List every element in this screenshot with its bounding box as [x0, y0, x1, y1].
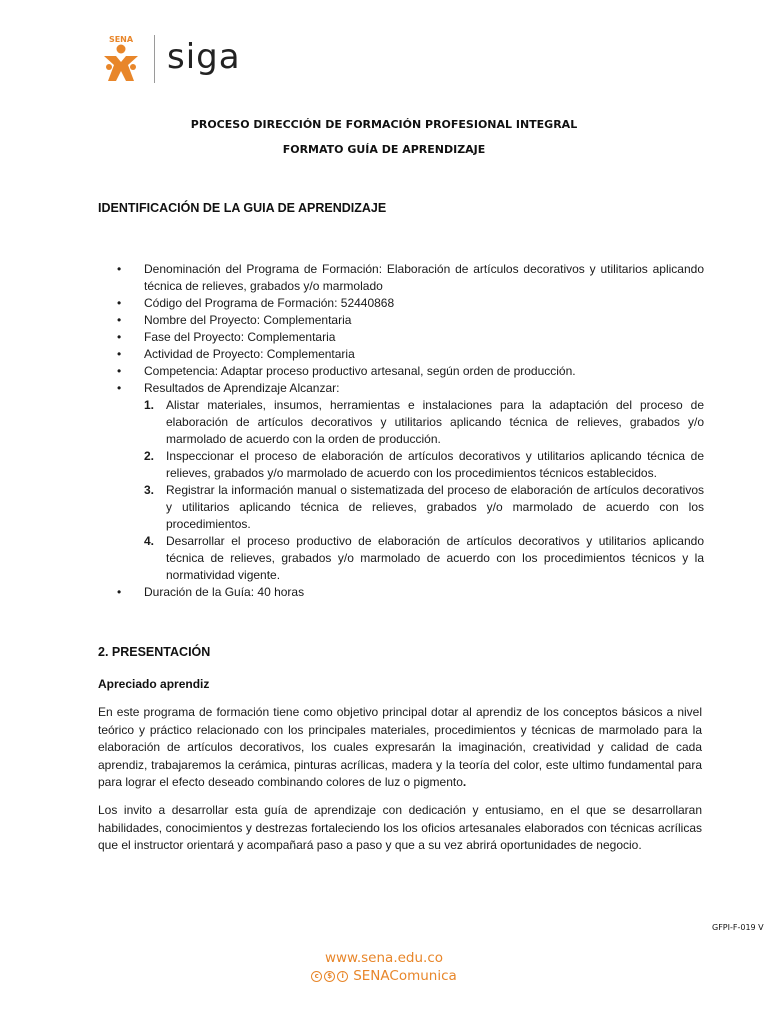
creative-commons-icon: c — [311, 971, 322, 982]
competence: Competencia: Adaptar proceso productivo artesanal, según orden de producción. — [144, 364, 576, 378]
list-item — [98, 295, 704, 312]
noncommercial-icon: $ — [324, 971, 335, 982]
result-text: Inspeccionar el proceso de elaboración de artículos decorativos y utilitarios aplicando técnica de relieves, grabados y/o marmolado de acuerdo con los procedimientos técnicos establecidos. — [166, 449, 704, 480]
sena-logo-text: SENA — [108, 35, 134, 44]
identification-heading: IDENTIFICACIÓN DE LA GUIA DE APRENDIZAJE — [98, 201, 387, 215]
format-title: FORMATO GUÍA DE APRENDIZAJE — [282, 143, 486, 156]
bullet-icon: • — [117, 262, 122, 276]
project-activity: Actividad de Proyecto: Complementaria — [144, 347, 355, 361]
sena-logo — [98, 34, 144, 84]
results-list — [144, 397, 704, 584]
presentation-paragraph-1 — [98, 704, 702, 792]
bullet-icon: • — [117, 330, 122, 344]
header-logos — [98, 34, 241, 84]
list-item — [98, 363, 704, 380]
presentation-heading: 2. PRESENTACIÓN — [98, 645, 211, 659]
bullet-icon: • — [117, 296, 122, 310]
result-item — [144, 482, 704, 533]
footer-url[interactable]: www.sena.edu.co — [324, 950, 444, 966]
program-name: Denominación del Programa de Formación: Elaboración de artículos decorativos y utilitarios aplicando técnica de relieves, grabados y/o marmolado — [144, 262, 704, 293]
result-item — [144, 397, 704, 448]
guide-duration: Duración de la Guía: 40 horas — [144, 585, 305, 599]
list-item — [98, 312, 704, 329]
siga-logo: siga — [167, 37, 241, 77]
list-item — [98, 584, 704, 601]
project-name: Nombre del Proyecto: Complementaria — [144, 313, 352, 327]
result-text: Registrar la información manual o sistematizada del proceso de elaboración de artículos decorativos y utilitarios aplicando técnica de relieves, grabados y/o marmolado de acuerdo con los procedimientos. — [166, 483, 704, 531]
result-number: 4. — [144, 534, 155, 548]
list-item — [98, 261, 704, 295]
paragraph-text: En este programa de formación tiene como objetivo principal dotar al aprendiz de los conceptos básicos a nivel teórico y práctico relacionado con los principales materiales, procedimientos y técnicas de marmolado para la elaboración de artículos decorativos, los cuales expresarán la imaginación, creatividad y calidad de cada aprendiz, trabajaremos la cerámica, pinturas acrílicas, madera y la teoría del color, este ultimo fundamental para para lograr el efecto deseado combinando colores de luz o pigmento — [98, 705, 702, 789]
identification-list — [98, 261, 704, 601]
bullet-icon: • — [117, 381, 122, 395]
bullet-icon: • — [117, 585, 122, 599]
paragraph-end: . — [462, 775, 467, 789]
result-text: Alistar materiales, insumos, herramientas e instalaciones para la adaptación del proceso de elaboración de artículos decorativos y utilitarios aplicando técnica de relieves, grabados y/o marmolado de acuerdo con la orden de producción. — [166, 398, 704, 446]
bullet-icon: • — [117, 313, 122, 327]
list-item — [98, 346, 704, 363]
footer-social — [0, 968, 768, 984]
list-item — [98, 329, 704, 346]
logo-divider — [154, 35, 155, 83]
program-code: Código del Programa de Formación: 52440868 — [144, 296, 395, 310]
process-title: PROCESO DIRECCIÓN DE FORMACIÓN PROFESIONAL INTEGRAL — [190, 118, 578, 131]
bullet-icon: • — [117, 347, 122, 361]
bullet-icon: • — [117, 364, 122, 378]
result-number: 2. — [144, 449, 155, 463]
list-item — [98, 380, 704, 584]
result-item — [144, 448, 704, 482]
greeting: Apreciado aprendiz — [98, 677, 210, 691]
document-code: GFPI-F-019 V — [712, 923, 764, 932]
project-phase: Fase del Proyecto: Complementaria — [144, 330, 336, 344]
result-item — [144, 533, 704, 584]
social-handle[interactable]: SENAComunica — [353, 968, 457, 984]
result-text: Desarrollar el proceso productivo de elaboración de artículos decorativos y utilitarios aplicando técnica de relieves, grabados y/o marmolado de acuerdo con los procedimientos técnicos y la normatividad vigente. — [166, 534, 704, 582]
result-number: 3. — [144, 483, 155, 497]
attribution-icon: i — [337, 971, 348, 982]
results-label: Resultados de Aprendizaje Alcanzar: — [144, 381, 340, 395]
presentation-paragraph-2: Los invito a desarrollar esta guía de aprendizaje con dedicación y entusiamo, en el que se desarrollaran habilidades, conocimientos y destrezas fortaleciendo los los oficios artesanales elaborados con técnicas acrílicas que el instructor orientará y acompañará paso a paso y que a su vez abrirá oportunidades de negocio. — [98, 803, 702, 852]
result-number: 1. — [144, 398, 155, 412]
